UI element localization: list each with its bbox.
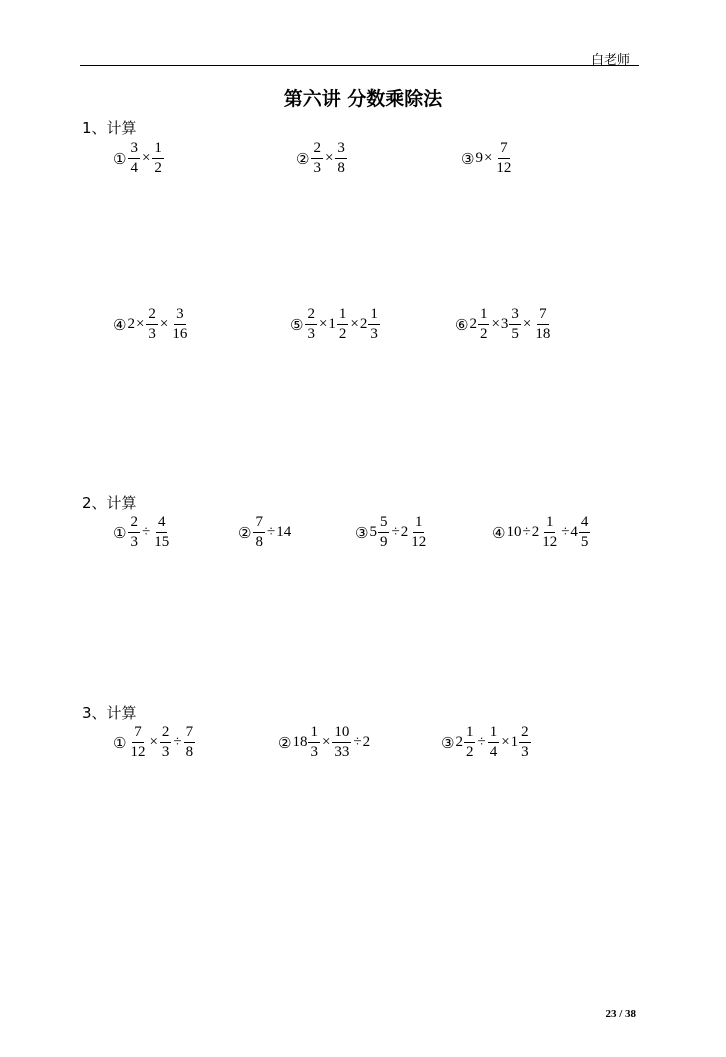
denominator: 12	[411, 534, 427, 550]
operator: ×	[491, 316, 500, 332]
denominator: 3	[313, 160, 321, 176]
operator: ×	[141, 150, 151, 166]
numerator: 1	[308, 725, 320, 743]
operator: ×	[321, 734, 331, 750]
denominator: 3	[370, 326, 378, 342]
denominator: 3	[148, 326, 156, 342]
operator: ÷	[353, 734, 362, 750]
denominator: 18	[535, 326, 551, 342]
numerator: 3	[509, 307, 521, 325]
whole-number: 2	[400, 524, 409, 540]
denominator: 2	[154, 160, 162, 176]
fraction	[335, 141, 347, 176]
problem-number: ⑤	[290, 315, 304, 334]
denominator: 3	[307, 326, 315, 342]
numerator: 2	[519, 725, 531, 743]
problem-1-1	[113, 141, 165, 176]
whole-number: 1	[328, 316, 336, 332]
fraction	[128, 515, 140, 550]
operator: ÷	[561, 524, 570, 540]
operator: ÷	[522, 524, 531, 540]
fraction	[170, 307, 189, 342]
fraction	[540, 515, 559, 550]
operator: ÷	[173, 734, 182, 750]
denominator: 12	[496, 160, 512, 176]
operator: ×	[324, 150, 334, 166]
denominator: 3	[521, 744, 529, 760]
numerator: 2	[311, 141, 323, 159]
whole-number: 2	[469, 316, 477, 332]
header-teacher-name: 白老师	[590, 53, 630, 68]
numerator: 4	[156, 515, 168, 533]
problem-number: ①	[113, 149, 127, 168]
denominator: 5	[580, 534, 589, 550]
fraction	[533, 307, 552, 342]
operator: ÷	[141, 524, 151, 540]
numerator: 1	[152, 141, 164, 159]
fraction	[378, 515, 390, 550]
denominator: 8	[337, 160, 345, 176]
numerator: 2	[305, 307, 317, 325]
operator: ×	[522, 316, 532, 332]
problem-number: ③	[441, 733, 455, 752]
denominator: 12	[130, 744, 146, 760]
numerator: 7	[537, 307, 549, 325]
numerator: 1	[368, 307, 380, 325]
numerator: 3	[128, 141, 140, 159]
fraction	[494, 141, 513, 176]
numerator: 1	[464, 725, 476, 743]
whole-number: 2	[359, 316, 368, 332]
denominator: 15	[154, 534, 170, 550]
fraction	[305, 307, 317, 342]
fraction	[311, 141, 323, 176]
numerator: 10	[332, 725, 351, 743]
problem-1-5	[290, 307, 381, 342]
problem-1-6	[455, 307, 553, 342]
problem-3-3	[441, 725, 532, 760]
operator: ×	[149, 734, 158, 750]
denominator: 2	[479, 326, 488, 342]
fraction	[184, 725, 196, 760]
denominator: 8	[185, 744, 194, 760]
operator: ×	[135, 316, 145, 332]
denominator: 2	[465, 744, 474, 760]
problem-number: ⑥	[455, 315, 469, 334]
problem-1-3	[461, 141, 514, 176]
numerator: 2	[146, 307, 158, 325]
whole-number: 10	[506, 524, 522, 540]
problem-number: ③	[461, 149, 475, 168]
fraction	[152, 141, 164, 176]
section-3-label: 3、计算	[82, 704, 137, 722]
problem-3-1	[113, 725, 196, 760]
whole-number: 14	[276, 524, 292, 540]
operator: ÷	[266, 524, 276, 540]
fraction	[308, 725, 320, 760]
problem-2-2	[238, 515, 291, 550]
numerator: 1	[488, 725, 500, 743]
fraction	[128, 725, 147, 760]
numerator: 7	[184, 725, 196, 743]
numerator: 7	[498, 141, 510, 159]
whole-number: 3	[500, 316, 509, 332]
whole-number: 1	[510, 734, 519, 750]
fraction	[478, 307, 490, 342]
numerator: 5	[378, 515, 390, 533]
problem-1-4	[113, 307, 190, 342]
problem-number: ②	[296, 149, 310, 168]
fraction	[488, 725, 500, 760]
section-2-label: 2、计算	[82, 494, 137, 512]
problem-1-2	[296, 141, 348, 176]
denominator: 16	[172, 326, 188, 342]
section-1-label: 1、计算	[82, 119, 137, 137]
problem-3-2	[278, 725, 370, 760]
denominator: 8	[255, 534, 263, 550]
whole-number: 18	[292, 734, 308, 750]
fraction	[332, 725, 351, 760]
operator: ×	[501, 734, 510, 750]
whole-number: 2	[362, 734, 371, 750]
numerator: 1	[337, 307, 349, 325]
page-number: 23 / 38	[605, 1008, 636, 1020]
problem-number: ①	[113, 523, 127, 542]
problem-number: ②	[238, 523, 252, 542]
fraction	[146, 307, 158, 342]
numerator: 3	[335, 141, 347, 159]
operator: ×	[159, 316, 169, 332]
numerator: 1	[478, 307, 490, 325]
fraction	[253, 515, 265, 550]
numerator: 2	[128, 515, 140, 533]
denominator: 33	[334, 744, 350, 760]
page-title: 第六讲 分数乘除法	[283, 88, 443, 110]
problem-number: ④	[113, 315, 127, 334]
operator: ÷	[391, 524, 400, 540]
fraction	[579, 515, 591, 550]
problem-number: ③	[355, 523, 369, 542]
denominator: 2	[338, 326, 347, 342]
whole-number: 2	[127, 316, 135, 332]
denominator: 12	[542, 534, 558, 550]
denominator: 4	[489, 744, 498, 760]
denominator: 3	[161, 744, 170, 760]
operator: ÷	[477, 734, 486, 750]
operator: ×	[483, 150, 493, 166]
fraction	[509, 307, 521, 342]
numerator: 1	[544, 515, 556, 533]
whole-number: 2	[531, 524, 540, 540]
fraction	[128, 141, 140, 176]
problem-number: ②	[278, 733, 292, 752]
whole-number: 5	[369, 524, 377, 540]
denominator: 3	[130, 534, 138, 550]
numerator: 3	[174, 307, 186, 325]
fraction	[337, 307, 349, 342]
numerator: 4	[579, 515, 591, 533]
fraction	[368, 307, 380, 342]
operator: ×	[318, 316, 328, 332]
denominator: 3	[310, 744, 318, 760]
fraction	[152, 515, 171, 550]
problem-2-4	[492, 515, 591, 550]
whole-number: 4	[570, 524, 578, 540]
numerator: 7	[253, 515, 265, 533]
denominator: 4	[130, 160, 138, 176]
numerator: 1	[413, 515, 425, 533]
problem-2-3	[355, 515, 429, 550]
denominator: 9	[379, 534, 388, 550]
fraction	[464, 725, 476, 760]
header-rule	[80, 65, 639, 66]
whole-number: 2	[455, 734, 463, 750]
fraction	[160, 725, 172, 760]
whole-number: 9	[475, 150, 483, 166]
numerator: 2	[160, 725, 172, 743]
operator: ×	[350, 316, 359, 332]
problem-number: ④	[492, 523, 506, 542]
problem-number: ①	[113, 733, 127, 752]
numerator: 7	[132, 725, 144, 743]
denominator: 5	[511, 326, 519, 342]
problem-2-1	[113, 515, 172, 550]
fraction	[519, 725, 531, 760]
fraction	[409, 515, 428, 550]
